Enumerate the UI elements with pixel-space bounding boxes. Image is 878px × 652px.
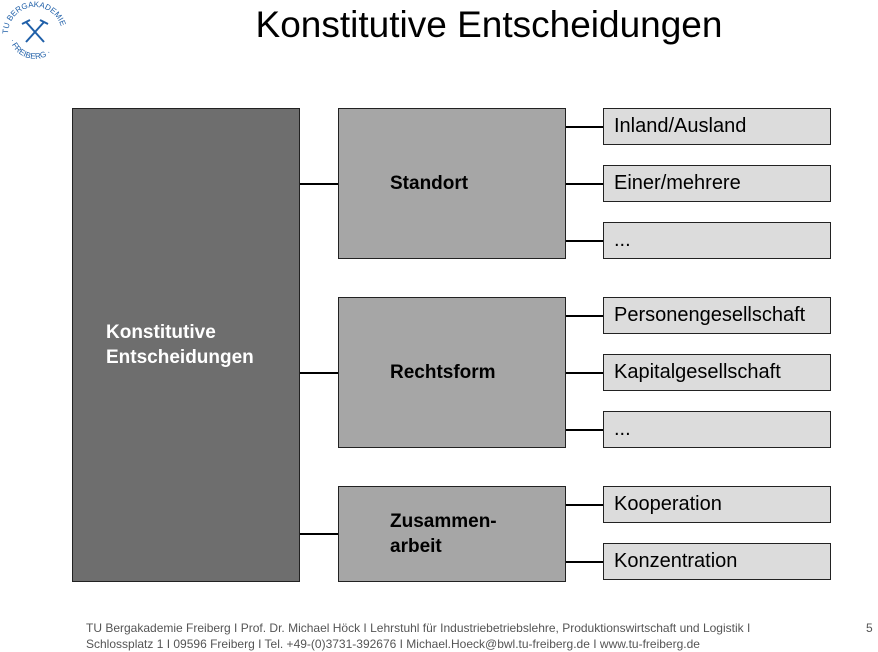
leaf-rechtsform-more: ... bbox=[603, 411, 831, 448]
leaf-konzentration: Konzentration bbox=[603, 543, 831, 580]
connector-rechtsform-leaf-3 bbox=[566, 429, 603, 431]
logo-text-bottom: · FREIBERG · bbox=[8, 37, 53, 62]
leaf-standort-more: ... bbox=[603, 222, 831, 259]
footer-line1: TU Bergakademie Freiberg I Prof. Dr. Michael Höck I Lehrstuhl für Industriebetriebslehre, Produktionswirtschaft und Logistik I bbox=[86, 621, 751, 635]
category-label-zusammenarbeit: Zusammen- arbeit bbox=[390, 511, 497, 557]
connector-main-standort bbox=[300, 183, 338, 185]
leaf-kapitalgesellschaft: Kapitalgesellschaft bbox=[603, 354, 831, 391]
page-number: 5 bbox=[866, 621, 873, 635]
connector-main-zusammenarbeit bbox=[300, 533, 338, 535]
main-label-line2: Entscheidungen bbox=[106, 347, 254, 368]
connector-standort-leaf-3 bbox=[566, 240, 603, 242]
connector-rechtsform-leaf-1 bbox=[566, 315, 603, 317]
logo-text-top: TU BERGAKADEMIE bbox=[0, 0, 68, 35]
connector-zusammenarbeit-leaf-2 bbox=[566, 561, 603, 563]
connector-rechtsform-leaf-2 bbox=[566, 372, 603, 374]
main-decision-label bbox=[106, 320, 296, 370]
connector-standort-leaf-1 bbox=[566, 126, 603, 128]
leaf-kooperation: Kooperation bbox=[603, 486, 831, 523]
connector-standort-leaf-2 bbox=[566, 183, 603, 185]
category-label-standort: Standort bbox=[390, 173, 469, 194]
footer-line2: Schlossplatz 1 I 09596 Freiberg I Tel. +49-(0)3731-392676 I Michael.Hoeck@bwl.tu-freiberg.de I www.tu-freiberg.de bbox=[86, 636, 700, 651]
category-label-rechtsform: Rechtsform bbox=[390, 362, 496, 383]
leaf-einer-mehrere: Einer/mehrere bbox=[603, 165, 831, 202]
connector-zusammenarbeit-leaf-1 bbox=[566, 504, 603, 506]
leaf-personengesellschaft: Personengesellschaft bbox=[603, 297, 831, 334]
page-title: Konstitutive Entscheidungen bbox=[255, 4, 723, 45]
leaf-inland-ausland: Inland/Ausland bbox=[603, 108, 831, 145]
footer bbox=[86, 621, 826, 652]
main-label-line1: Konstitutive bbox=[106, 322, 216, 343]
connector-main-rechtsform bbox=[300, 372, 338, 374]
